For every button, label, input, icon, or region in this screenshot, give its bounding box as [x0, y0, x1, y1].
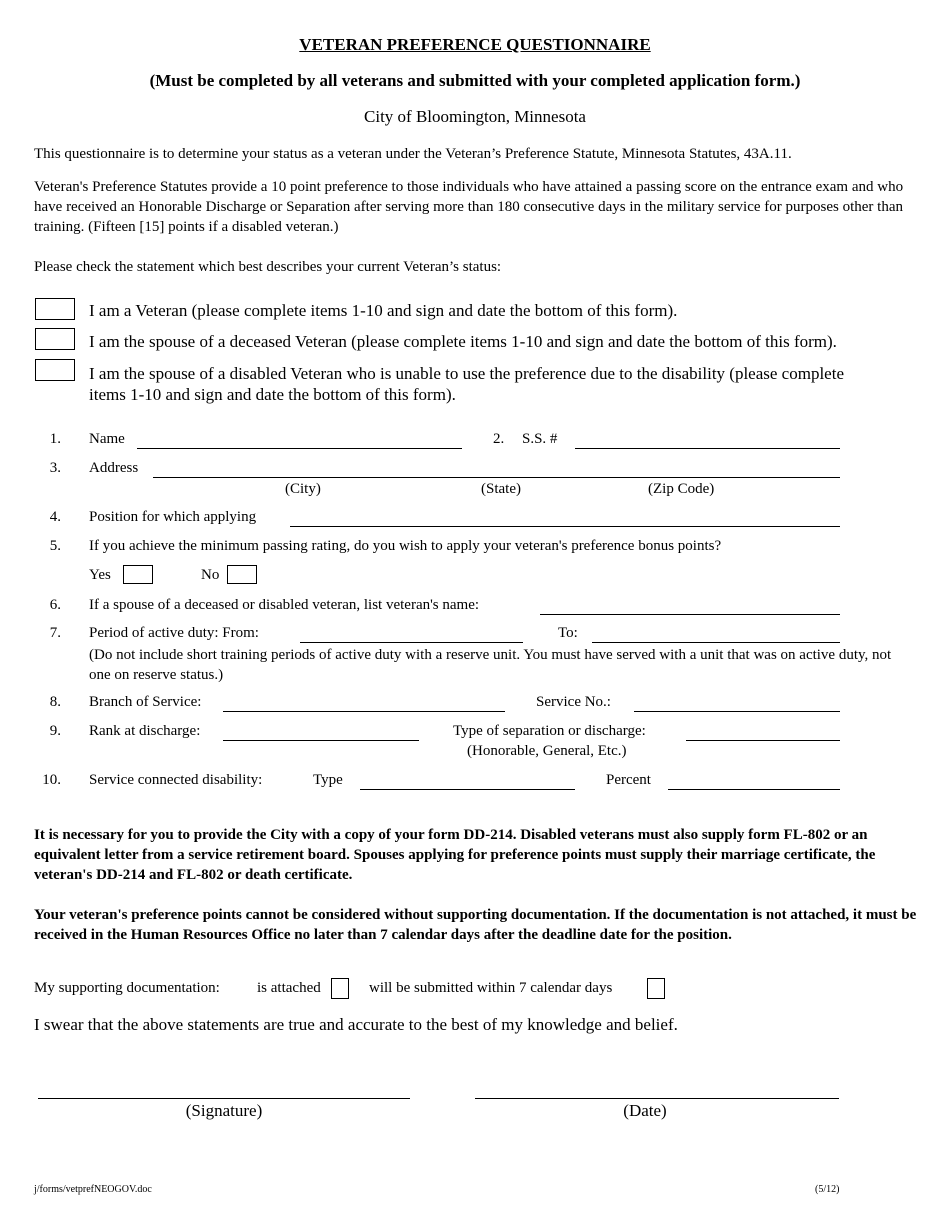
- service-no-label: Service No.:: [536, 694, 611, 710]
- status-spouse-deceased-label: I am the spouse of a deceased Veteran (please complete items 1-10 and sign and date the bottom of this form).: [89, 332, 837, 351]
- footer-file-path: j/forms/vetprefNEOGOV.doc: [34, 1184, 152, 1195]
- zip-caption: (Zip Code): [648, 481, 715, 497]
- item-number: 4.: [49, 509, 61, 525]
- duty-note: (Do not include short training periods of active duty with a reserve unit. You must have served with a unit that was on active duty, not one on reserve status.): [89, 647, 892, 683]
- branch-field[interactable]: [223, 711, 505, 712]
- yes-checkbox[interactable]: [123, 565, 153, 584]
- state-caption: (State): [481, 481, 521, 497]
- duty-from-field[interactable]: [300, 642, 523, 643]
- disability-type-field[interactable]: [360, 789, 575, 790]
- form-subtitle: (Must be completed by all veterans and submitted with your completed application form.): [149, 71, 801, 90]
- disability-type-label: Type: [313, 772, 343, 788]
- address-label: Address: [89, 460, 139, 476]
- intro-paragraph-2: Veteran's Preference Statutes provide a 10 point preference to those individuals who have attained a passing score on the entrance exam and who have received an Honorable Discharge or Separation after serving more than 180 consecutive days in the military service for purposes other than training. (Fifteen [15] points if a disabled veteran.): [34, 179, 904, 235]
- city-name: City of Bloomington, Minnesota: [364, 107, 586, 126]
- disability-percent-field[interactable]: [668, 789, 840, 790]
- separation-label: Type of separation or discharge:: [453, 723, 646, 739]
- item-number: 5.: [49, 538, 61, 554]
- separation-caption: (Honorable, General, Etc.): [467, 743, 627, 759]
- signature-field[interactable]: [38, 1098, 410, 1099]
- spouse-veteran-name-label: If a spouse of a deceased or disabled veteran, list veteran's name:: [89, 597, 480, 613]
- deadline-notice: Your veteran's preference points cannot be considered without supporting documentation. If the documentation is not attached, it must be received in the Human Resources Office no later than 7 calendar days after the deadline date for the position.: [34, 907, 917, 943]
- attached-label: is attached: [257, 980, 321, 996]
- item-number: 6.: [49, 597, 61, 613]
- ss-label: S.S. #: [522, 431, 558, 447]
- address-field[interactable]: [153, 477, 840, 478]
- city-caption: (City): [285, 481, 321, 497]
- separation-field[interactable]: [686, 740, 840, 741]
- item-number: 9.: [49, 723, 61, 739]
- position-field[interactable]: [290, 526, 840, 527]
- item-number: 10.: [42, 772, 61, 788]
- no-checkbox[interactable]: [227, 565, 257, 584]
- date-caption: (Date): [623, 1101, 667, 1120]
- branch-label: Branch of Service:: [89, 694, 202, 710]
- spouse-veteran-name-field[interactable]: [540, 614, 840, 615]
- status-veteran-checkbox[interactable]: [35, 298, 75, 320]
- name-label: Name: [89, 431, 125, 447]
- duty-to-field[interactable]: [592, 642, 840, 643]
- status-spouse-deceased-checkbox[interactable]: [35, 328, 75, 350]
- item-number: 1.: [49, 431, 61, 447]
- attached-checkbox[interactable]: [331, 978, 349, 999]
- date-field[interactable]: [475, 1098, 839, 1099]
- no-label: No: [201, 567, 220, 583]
- later-label: will be submitted within 7 calendar days: [369, 980, 613, 996]
- later-checkbox[interactable]: [647, 978, 665, 999]
- item-number: 7.: [49, 625, 61, 641]
- rank-label: Rank at discharge:: [89, 723, 201, 739]
- intro-paragraph-1: This questionnaire is to determine your status as a veteran under the Veteran’s Preference Statute, Minnesota Statutes, 43A.11.: [34, 146, 792, 162]
- name-field[interactable]: [137, 448, 462, 449]
- intro-paragraph-3: Please check the statement which best describes your current Veteran’s status:: [34, 259, 502, 275]
- item-number: 2.: [493, 431, 505, 447]
- duty-to-label: To:: [558, 625, 578, 641]
- position-label: Position for which applying: [89, 509, 257, 525]
- duty-from-label: Period of active duty: From:: [89, 625, 259, 641]
- disability-label: Service connected disability:: [89, 772, 263, 788]
- rank-field[interactable]: [223, 740, 419, 741]
- bonus-question: If you achieve the minimum passing rating, do you wish to apply your veteran's preference bonus points?: [89, 538, 722, 554]
- signature-caption: (Signature): [185, 1101, 263, 1120]
- disability-percent-label: Percent: [606, 772, 651, 788]
- oath-statement: I swear that the above statements are true and accurate to the best of my knowledge and belief.: [34, 1015, 678, 1034]
- form-title: VETERAN PREFERENCE QUESTIONNAIRE: [299, 35, 651, 54]
- item-number: 8.: [49, 694, 61, 710]
- status-veteran-label: I am a Veteran (please complete items 1-10 and sign and date the bottom of this form).: [89, 301, 678, 320]
- footer-revision: (5/12): [815, 1184, 840, 1195]
- status-spouse-disabled-label: I am the spouse of a disabled Veteran who is unable to use the preference due to the disability (please complete items 1-10 and sign and date the bottom of this form).: [89, 364, 844, 404]
- item-number: 3.: [49, 460, 61, 476]
- status-spouse-disabled-checkbox[interactable]: [35, 359, 75, 381]
- documentation-label: My supporting documentation:: [34, 980, 220, 996]
- yes-label: Yes: [89, 567, 111, 583]
- ss-number-field[interactable]: [575, 448, 840, 449]
- documentation-notice: It is necessary for you to provide the City with a copy of your form DD-214. Disabled veterans must also supply form FL-802 or an equivalent letter from a service retirement board. Spouses applying for preference points must supply their marriage certificate, the veteran's DD-214 and FL-802 or death certificate.: [34, 827, 876, 883]
- service-no-field[interactable]: [634, 711, 840, 712]
